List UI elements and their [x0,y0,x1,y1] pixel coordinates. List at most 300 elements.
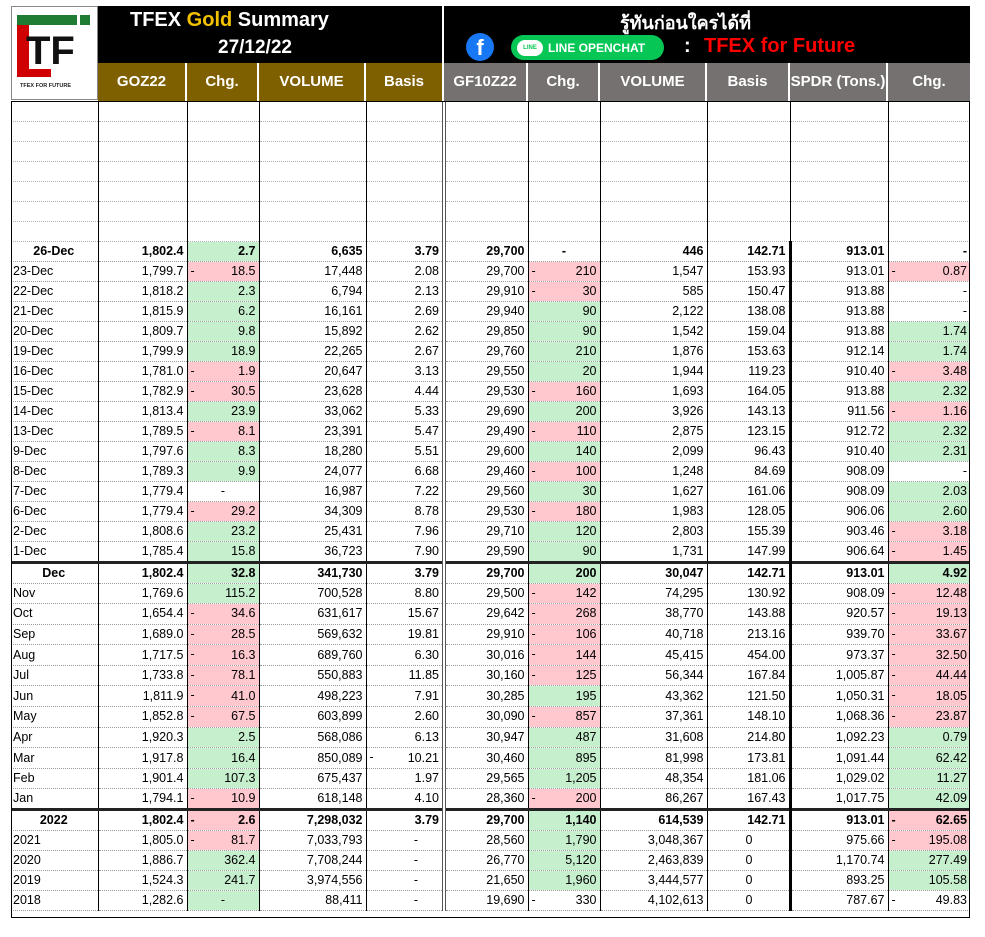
spdr-change-value: 105.58 [928,873,967,888]
gf-price: 26,770 [444,851,528,871]
goz-price: 1,654.4 [98,604,187,625]
table-row [11,301,970,321]
blank-cell [528,121,600,141]
blank-cell [98,141,187,161]
spdr-change [888,645,970,666]
gf-price: 29,690 [444,401,528,421]
spdr-change-value: 2.31 [942,443,967,458]
spdr-change-value: 44.44 [935,668,967,683]
gf-change-value: 90 [582,303,597,318]
row-label: 2019 [11,871,98,891]
goz-change-sign: - [190,626,195,641]
gf-change-value: 20 [582,363,597,378]
spdr-change-value: 42.09 [935,791,967,806]
blank-cell [600,221,707,241]
col-header-goz-basis: Basis [366,63,444,101]
blank-cell [98,221,187,241]
blank-cell [11,181,98,201]
gf-change-sign: - [531,667,536,682]
gf-change [528,686,600,707]
gf-volume: 2,099 [600,441,707,461]
blank-cell [187,101,259,121]
row-label: 21-Dec [11,301,98,321]
spdr-change [888,421,970,441]
gf-price: 28,360 [444,789,528,810]
blank-cell [259,101,366,121]
gf-change-value: 90 [582,543,597,558]
gf-volume: 2,463,839 [600,851,707,871]
brand-colon: : [684,35,691,57]
gf-volume: 45,415 [600,645,707,666]
goz-volume: 603,899 [259,707,366,728]
gf-price: 21,650 [444,871,528,891]
goz-volume: 23,628 [259,381,366,401]
spdr-change [888,541,970,562]
goz-change [187,768,259,789]
spdr-change [888,748,970,769]
goz-basis [366,461,444,481]
gf-volume: 446 [600,241,707,261]
gf-basis: 153.63 [707,341,790,361]
gf-change [528,624,600,645]
goz-volume: 23,391 [259,421,366,441]
goz-price: 1,886.7 [98,851,187,871]
goz-change-value: 34.6 [231,606,256,621]
goz-volume: 7,298,032 [259,810,366,831]
gf-price: 30,160 [444,665,528,686]
blank-cell [528,161,600,181]
goz-volume: 675,437 [259,768,366,789]
goz-basis [366,441,444,461]
blank-cell [187,221,259,241]
spdr-tons: 906.06 [790,501,888,521]
col-header-gf10z22: GF10Z22 [444,63,528,101]
blank-cell [528,101,600,121]
goz-basis-value: 1.97 [414,771,439,786]
spdr-change-sign: - [891,523,896,538]
spdr-change-value: 18.05 [935,688,967,703]
table-row [11,624,970,645]
goz-price: 1,282.6 [98,891,187,911]
spdr-change [888,281,970,301]
blank-cell [528,181,600,201]
goz-price: 1,782.9 [98,381,187,401]
goz-change [187,421,259,441]
gf-change [528,541,600,562]
table-row [11,768,970,789]
goz-price: 1,802.4 [98,810,187,831]
goz-price: 1,818.2 [98,281,187,301]
col-header-gf-basis: Basis [707,63,790,101]
blank-cell [790,121,888,141]
gf-price: 30,285 [444,686,528,707]
table-row [11,748,970,769]
goz-basis [366,645,444,666]
goz-volume: 7,033,793 [259,831,366,851]
goz-change-value: 23.2 [231,523,256,538]
goz-volume: 550,883 [259,665,366,686]
row-label: 20-Dec [11,321,98,341]
goz-volume: 689,760 [259,645,366,666]
row-label: Nov [11,583,98,604]
gf-change-sign: - [531,463,536,478]
blank-cell [98,181,187,201]
title-prefix: TFEX [130,9,187,31]
spdr-change-value: 1.74 [942,323,967,338]
goz-basis [366,481,444,501]
blank-cell [11,201,98,221]
spdr-change [888,481,970,501]
spdr-change [888,521,970,541]
goz-change [187,261,259,281]
table-row [11,789,970,810]
goz-change-sign: - [190,667,195,682]
goz-change [187,381,259,401]
goz-price: 1,789.5 [98,421,187,441]
gf-volume: 74,295 [600,583,707,604]
spdr-tons: 975.66 [790,831,888,851]
row-label: 6-Dec [11,501,98,521]
goz-basis [366,748,444,769]
line-icon: LINE [517,40,543,56]
blank-cell [600,201,707,221]
goz-basis [366,624,444,645]
goz-price: 1,797.6 [98,441,187,461]
blank-cell [444,221,528,241]
blank-cell [187,161,259,181]
goz-volume: 36,723 [259,541,366,562]
goz-volume: 25,431 [259,521,366,541]
spdr-tons: 1,068.36 [790,707,888,728]
spdr-change-value: 12.48 [935,585,967,600]
table-row [11,501,970,521]
blank-cell [707,121,790,141]
blank-row [11,201,970,221]
goz-change [187,281,259,301]
spdr-change-sign: - [891,833,896,848]
spdr-tons: 973.37 [790,645,888,666]
goz-change-sign: - [190,647,195,662]
table-row [11,562,970,583]
goz-basis-value: 7.91 [414,688,439,703]
gf-volume: 48,354 [600,768,707,789]
goz-basis-value: 6.68 [414,463,439,478]
spdr-change-value: - [962,243,967,258]
row-label: Oct [11,604,98,625]
goz-basis [366,851,444,871]
table-row [11,441,970,461]
goz-basis [366,768,444,789]
blank-cell [888,101,970,121]
line-openchat-button[interactable] [511,35,664,60]
goz-change-value: 362.4 [224,853,256,868]
goz-basis [366,831,444,851]
goz-price: 1,852.8 [98,707,187,728]
goz-change [187,727,259,748]
goz-change-value: 18.5 [231,263,256,278]
spdr-change [888,831,970,851]
goz-volume: 3,974,556 [259,871,366,891]
goz-change [187,461,259,481]
row-label: Jan [11,789,98,810]
goz-volume: 568,086 [259,727,366,748]
blank-row [11,101,970,121]
spdr-change [888,261,970,281]
blank-cell [259,181,366,201]
goz-change-sign: - [190,791,195,806]
gf-change-value: 106 [575,626,597,641]
gf-price: 29,600 [444,441,528,461]
goz-basis-value: 2.08 [414,263,439,278]
table-row [11,481,970,501]
gf-change-value: 210 [575,263,597,278]
table-row [11,281,970,301]
gf-price: 30,460 [444,748,528,769]
goz-price: 1,901.4 [98,768,187,789]
gf-volume: 3,926 [600,401,707,421]
blank-cell [259,121,366,141]
goz-basis [366,707,444,728]
spdr-change-value: 2.32 [942,423,967,438]
gf-basis: 454.00 [707,645,790,666]
blank-cell [366,141,444,161]
blank-cell [444,141,528,161]
blank-cell [187,201,259,221]
goz-change-value: - [220,893,226,908]
blank-cell [366,181,444,201]
blank-cell [600,121,707,141]
gf-change-value: 142 [575,585,597,600]
goz-change-sign: - [190,688,195,703]
spdr-tons: 913.88 [790,301,888,321]
spdr-change [888,341,970,361]
spdr-change-value: - [962,303,967,318]
blank-cell [444,181,528,201]
goz-change-sign: - [190,833,195,848]
goz-change [187,241,259,261]
gf-volume: 56,344 [600,665,707,686]
goz-change-value: 67.5 [231,709,256,724]
row-label: 2020 [11,851,98,871]
gf-volume: 1,731 [600,541,707,562]
gf-change-sign: - [531,647,536,662]
report-date: 27/12/22 [218,37,292,58]
blank-cell [790,181,888,201]
spdr-change-value: - [962,463,967,478]
spdr-tons: 787.67 [790,891,888,911]
gf-price: 29,710 [444,521,528,541]
goz-change-value: 81.7 [231,833,256,848]
page-title [130,9,329,32]
gf-price: 29,700 [444,562,528,583]
goz-basis-value: 7.96 [414,523,439,538]
gf-change-sign: - [531,893,536,908]
goz-change-value: 2.5 [238,729,256,744]
goz-basis-value: - [413,873,418,888]
goz-volume: 18,280 [259,441,366,461]
gf-price: 29,940 [444,301,528,321]
gf-volume: 37,361 [600,707,707,728]
title-suffix: Summary [232,9,329,31]
gf-basis: 161.06 [707,481,790,501]
spdr-tons: 913.01 [790,241,888,261]
goz-change [187,891,259,911]
gf-change [528,481,600,501]
goz-volume: 6,635 [259,241,366,261]
facebook-icon[interactable]: f [466,33,494,61]
goz-basis [366,871,444,891]
goz-change-value: 16.3 [231,647,256,662]
gf-change-value: 100 [575,463,597,478]
gf-change [528,562,600,583]
gf-basis: 213.16 [707,624,790,645]
goz-basis [366,501,444,521]
goz-change-sign: - [190,709,195,724]
blank-cell [528,221,600,241]
table-row [11,891,970,911]
blank-cell [888,161,970,181]
gf-price: 30,947 [444,727,528,748]
goz-change-value: 32.8 [231,565,256,580]
gf-price: 29,910 [444,281,528,301]
gf-change-value: 1,205 [565,771,597,786]
blank-cell [444,161,528,181]
gf-volume: 1,944 [600,361,707,381]
gf-basis: 119.23 [707,361,790,381]
gf-volume: 614,539 [600,810,707,831]
goz-change [187,645,259,666]
gf-volume: 4,102,613 [600,891,707,911]
goz-price: 1,733.8 [98,665,187,686]
gf-change-sign: - [531,606,536,621]
spdr-change-value: - [962,283,967,298]
gf-basis: 84.69 [707,461,790,481]
spdr-change-value: 11.27 [936,771,967,786]
goz-change [187,665,259,686]
row-label: Sep [11,624,98,645]
goz-basis-value: 10.21 [407,750,439,765]
gf-basis: 159.04 [707,321,790,341]
blank-cell [444,201,528,221]
spdr-tons: 906.64 [790,541,888,562]
spdr-change [888,851,970,871]
goz-change [187,501,259,521]
goz-volume: 341,730 [259,562,366,583]
spdr-tons: 1,005.87 [790,665,888,686]
gf-change [528,321,600,341]
goz-price: 1,717.5 [98,645,187,666]
gf-change-value: 160 [575,383,597,398]
gf-volume: 1,876 [600,341,707,361]
goz-change [187,624,259,645]
row-label: 22-Dec [11,281,98,301]
gf-price: 29,700 [444,241,528,261]
gf-change-value: 1,960 [565,873,597,888]
spdr-change [888,665,970,686]
gf-change [528,341,600,361]
gf-price: 29,700 [444,810,528,831]
goz-change-value: 115.2 [225,585,256,600]
blank-cell [600,101,707,121]
gf-change [528,441,600,461]
gf-change [528,891,600,911]
goz-price: 1,808.6 [98,521,187,541]
spdr-change [888,321,970,341]
blank-cell [888,141,970,161]
goz-change [187,831,259,851]
blank-cell [259,201,366,221]
spdr-tons: 911.56 [790,401,888,421]
table-row [11,421,970,441]
brand-name: TFEX for Future [704,35,856,57]
gf-price: 19,690 [444,891,528,911]
blank-cell [11,221,98,241]
blank-cell [366,121,444,141]
spdr-change-sign: - [891,709,896,724]
goz-volume: 16,161 [259,301,366,321]
gf-volume: 30,047 [600,562,707,583]
table-row [11,686,970,707]
goz-change-value: 8.1 [238,423,256,438]
spdr-change [888,768,970,789]
goz-price: 1,802.4 [98,241,187,261]
gf-change-value: 1,790 [565,833,597,848]
gf-change [528,789,600,810]
goz-volume: 631,617 [259,604,366,625]
row-label: 16-Dec [11,361,98,381]
spdr-change-value: 277.49 [928,853,967,868]
spdr-change [888,361,970,381]
gf-basis: 143.13 [707,401,790,421]
col-header-goz-chg: Chg. [187,63,259,101]
gf-volume: 43,362 [600,686,707,707]
goz-basis-value: 2.13 [414,283,439,298]
gf-change-value: 330 [575,893,597,908]
blank-cell [707,181,790,201]
spdr-tons: 1,017.75 [790,789,888,810]
gf-change-value: 110 [576,423,597,438]
gf-change-value: 120 [575,523,597,538]
line-openchat-label: LINE OPENCHAT [548,40,646,55]
spdr-change-value: 32.50 [935,647,967,662]
table-row [11,361,970,381]
goz-price: 1,809.7 [98,321,187,341]
goz-change-value: 16.4 [231,750,256,765]
table-row [11,381,970,401]
gf-change-value: 487 [575,729,597,744]
spdr-change-value: 2.32 [942,383,967,398]
gf-volume: 81,998 [600,748,707,769]
spdr-tons: 1,092.23 [790,727,888,748]
blank-row [11,161,970,181]
gf-change-sign: - [531,791,536,806]
goz-basis-value: 2.67 [414,343,439,358]
blank-cell [528,141,600,161]
spdr-change [888,301,970,321]
goz-basis-value: 3.79 [414,565,439,580]
spdr-tons: 913.01 [790,261,888,281]
table-row [11,241,970,261]
goz-basis [366,281,444,301]
row-label: 9-Dec [11,441,98,461]
goz-basis-value: 2.69 [414,303,439,318]
spdr-tons: 903.46 [790,521,888,541]
spdr-change-value: 62.42 [935,750,967,765]
spdr-change-sign: - [891,263,896,278]
goz-change [187,301,259,321]
goz-change [187,810,259,831]
goz-change [187,521,259,541]
